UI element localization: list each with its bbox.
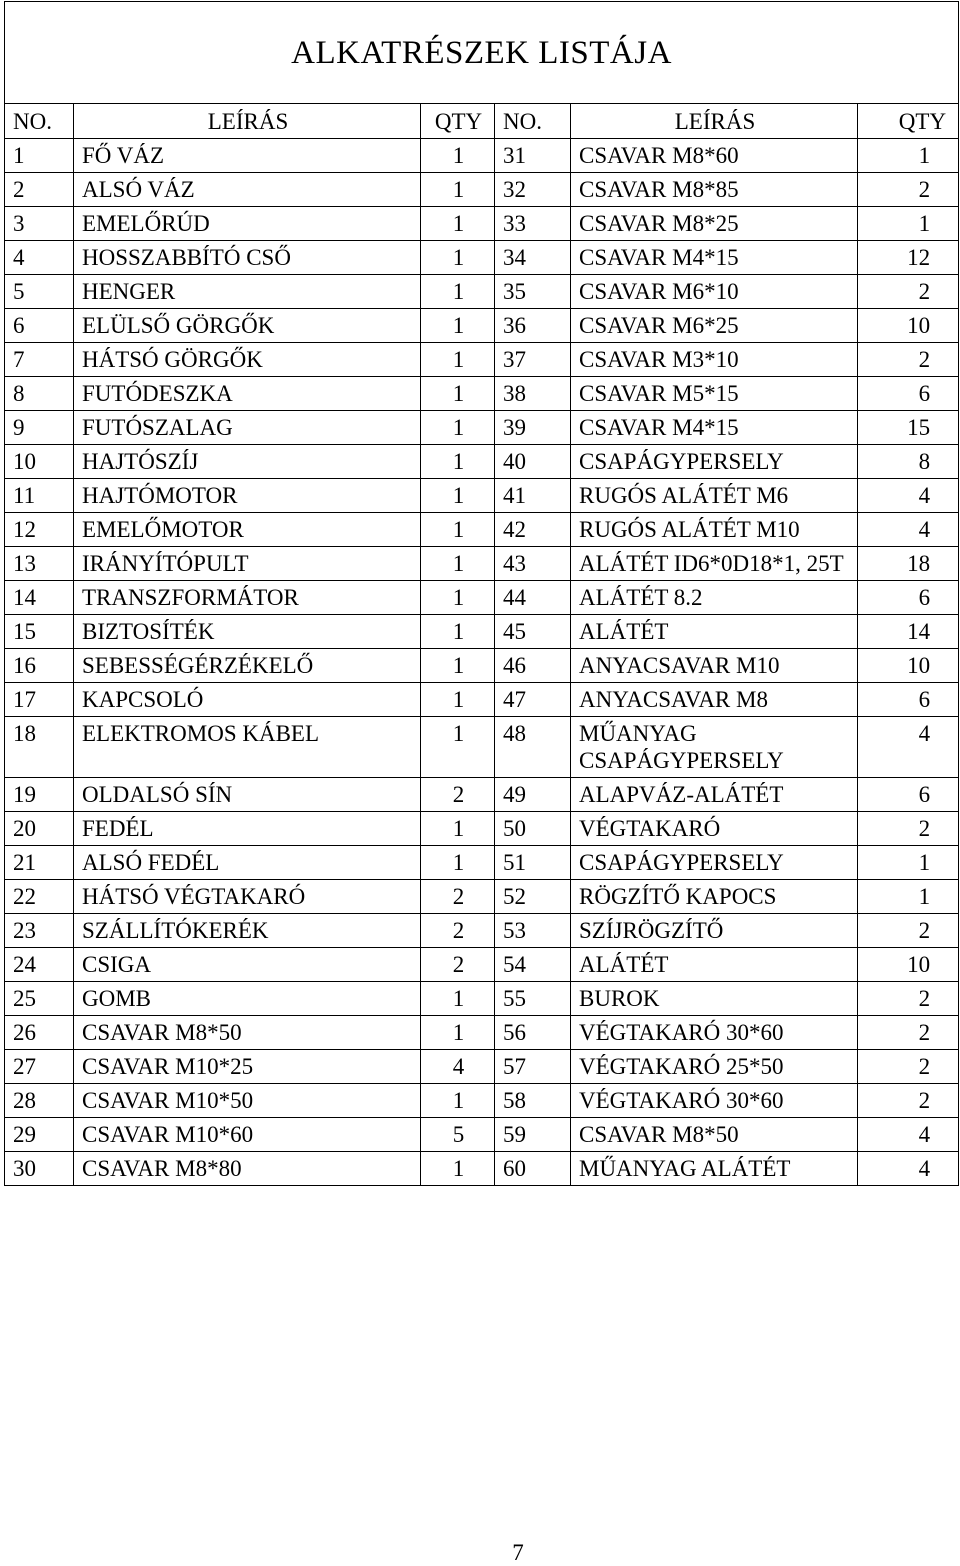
part-qty-right: 2 — [858, 173, 959, 207]
part-number-right: 31 — [495, 139, 571, 173]
table-row — [5, 683, 959, 717]
part-number-left: 9 — [5, 411, 74, 445]
part-description-right: CSAVAR M3*10 — [571, 343, 858, 377]
part-number-right: 42 — [495, 513, 571, 547]
table-row — [5, 812, 959, 846]
part-description-left: TRANSZFORMÁTOR — [74, 581, 421, 615]
table-row — [5, 479, 959, 513]
part-description-right: ALAPVÁZ-ALÁTÉT — [571, 778, 858, 812]
part-number-left: 27 — [5, 1050, 74, 1084]
part-qty-right: 10 — [858, 948, 959, 982]
table-row — [5, 547, 959, 581]
part-description-right: CSAVAR M8*85 — [571, 173, 858, 207]
table-row — [5, 207, 959, 241]
part-description-left: BIZTOSÍTÉK — [74, 615, 421, 649]
part-qty-left: 1 — [421, 343, 495, 377]
part-number-left: 29 — [5, 1118, 74, 1152]
part-description-left: HÁTSÓ VÉGTAKARÓ — [74, 880, 421, 914]
part-qty-right: 4 — [858, 513, 959, 547]
part-number-left: 11 — [5, 479, 74, 513]
part-number-right: 54 — [495, 948, 571, 982]
part-number-left: 30 — [5, 1152, 74, 1186]
part-number-right: 45 — [495, 615, 571, 649]
part-number-right: 57 — [495, 1050, 571, 1084]
part-description-right: ANYACSAVAR M8 — [571, 683, 858, 717]
part-qty-right: 2 — [858, 914, 959, 948]
part-qty-right: 1 — [858, 139, 959, 173]
part-qty-right: 1 — [858, 207, 959, 241]
part-qty-right: 4 — [858, 717, 959, 778]
page-number: 7 — [512, 1540, 524, 1565]
part-description-left: HENGER — [74, 275, 421, 309]
part-qty-left: 1 — [421, 309, 495, 343]
part-number-right: 37 — [495, 343, 571, 377]
part-description-right: CSAVAR M4*15 — [571, 241, 858, 275]
part-description-left: EMELŐRÚD — [74, 207, 421, 241]
table-row — [5, 1016, 959, 1050]
part-number-right: 41 — [495, 479, 571, 513]
part-description-right: VÉGTAKARÓ 30*60 — [571, 1084, 858, 1118]
part-description-right: ALÁTÉT 8.2 — [571, 581, 858, 615]
part-number-right: 51 — [495, 846, 571, 880]
part-description-right: MŰANYAG CSAPÁGYPERSELY — [571, 717, 858, 778]
part-description-left: HOSSZABBÍTÓ CSŐ — [74, 241, 421, 275]
part-number-right: 56 — [495, 1016, 571, 1050]
part-qty-left: 1 — [421, 275, 495, 309]
part-number-left: 24 — [5, 948, 74, 982]
part-description-left: HAJTÓMOTOR — [74, 479, 421, 513]
part-description-right: CSAVAR M5*15 — [571, 377, 858, 411]
part-qty-left: 1 — [421, 649, 495, 683]
table-row — [5, 778, 959, 812]
part-number-right: 46 — [495, 649, 571, 683]
table-row — [5, 717, 959, 778]
part-number-right: 36 — [495, 309, 571, 343]
header-no-right: NO. — [495, 104, 571, 139]
part-qty-left: 1 — [421, 445, 495, 479]
part-qty-left: 2 — [421, 948, 495, 982]
part-qty-left: 1 — [421, 615, 495, 649]
part-number-right: 33 — [495, 207, 571, 241]
part-description-right: CSAVAR M8*50 — [571, 1118, 858, 1152]
table-row — [5, 880, 959, 914]
part-description-left: SZÁLLÍTÓKERÉK — [74, 914, 421, 948]
table-row — [5, 411, 959, 445]
table-row — [5, 445, 959, 479]
part-number-left: 8 — [5, 377, 74, 411]
parts-list-table — [4, 1, 959, 1186]
part-description-right: CSAVAR M8*25 — [571, 207, 858, 241]
table-row — [5, 275, 959, 309]
part-number-left: 23 — [5, 914, 74, 948]
part-number-left: 12 — [5, 513, 74, 547]
part-qty-left: 1 — [421, 479, 495, 513]
part-number-left: 10 — [5, 445, 74, 479]
part-number-right: 38 — [495, 377, 571, 411]
part-qty-right: 6 — [858, 581, 959, 615]
part-number-right: 48 — [495, 717, 571, 778]
part-number-right: 32 — [495, 173, 571, 207]
part-qty-right: 12 — [858, 241, 959, 275]
part-qty-left: 1 — [421, 1084, 495, 1118]
part-qty-right: 10 — [858, 649, 959, 683]
part-description-left: GOMB — [74, 982, 421, 1016]
part-number-left: 20 — [5, 812, 74, 846]
part-qty-right: 4 — [858, 1152, 959, 1186]
table-row — [5, 309, 959, 343]
part-number-right: 59 — [495, 1118, 571, 1152]
part-description-left: IRÁNYÍTÓPULT — [74, 547, 421, 581]
part-number-left: 22 — [5, 880, 74, 914]
part-number-left: 25 — [5, 982, 74, 1016]
part-number-right: 47 — [495, 683, 571, 717]
part-qty-left: 1 — [421, 581, 495, 615]
part-qty-right: 6 — [858, 683, 959, 717]
part-number-left: 1 — [5, 139, 74, 173]
part-description-left: FEDÉL — [74, 812, 421, 846]
part-description-left: CSAVAR M10*60 — [74, 1118, 421, 1152]
part-description-right: RÖGZÍTŐ KAPOCS — [571, 880, 858, 914]
part-number-right: 49 — [495, 778, 571, 812]
part-description-left: HÁTSÓ GÖRGŐK — [74, 343, 421, 377]
part-description-right: MŰANYAG ALÁTÉT — [571, 1152, 858, 1186]
table-row — [5, 982, 959, 1016]
part-qty-left: 2 — [421, 914, 495, 948]
part-description-right: SZÍJRÖGZÍTŐ — [571, 914, 858, 948]
title-cell — [5, 2, 959, 104]
table-row — [5, 1084, 959, 1118]
part-description-left: ELÜLSŐ GÖRGŐK — [74, 309, 421, 343]
part-qty-left: 1 — [421, 241, 495, 275]
part-description-left: CSAVAR M10*50 — [74, 1084, 421, 1118]
part-qty-left: 1 — [421, 982, 495, 1016]
part-number-left: 3 — [5, 207, 74, 241]
part-description-left: HAJTÓSZÍJ — [74, 445, 421, 479]
part-number-left: 19 — [5, 778, 74, 812]
part-qty-right: 6 — [858, 377, 959, 411]
part-description-left: CSAVAR M10*25 — [74, 1050, 421, 1084]
part-description-right: ALÁTÉT ID6*0D18*1, 25T — [571, 547, 858, 581]
part-qty-right: 2 — [858, 343, 959, 377]
part-description-right: VÉGTAKARÓ — [571, 812, 858, 846]
part-description-right: BUROK — [571, 982, 858, 1016]
part-qty-left: 1 — [421, 717, 495, 778]
part-number-left: 18 — [5, 717, 74, 778]
part-qty-right: 10 — [858, 309, 959, 343]
part-description-right: VÉGTAKARÓ 25*50 — [571, 1050, 858, 1084]
part-description-right: ALÁTÉT — [571, 615, 858, 649]
part-qty-right: 1 — [858, 880, 959, 914]
part-description-left: ALSÓ FEDÉL — [74, 846, 421, 880]
part-number-left: 13 — [5, 547, 74, 581]
part-number-left: 28 — [5, 1084, 74, 1118]
part-description-left: CSIGA — [74, 948, 421, 982]
part-qty-left: 1 — [421, 139, 495, 173]
part-number-left: 7 — [5, 343, 74, 377]
part-number-right: 35 — [495, 275, 571, 309]
part-qty-right: 4 — [858, 479, 959, 513]
part-number-right: 58 — [495, 1084, 571, 1118]
part-qty-right: 2 — [858, 982, 959, 1016]
part-qty-left: 1 — [421, 1016, 495, 1050]
part-number-left: 4 — [5, 241, 74, 275]
header-row — [5, 104, 959, 139]
part-qty-right: 2 — [858, 812, 959, 846]
header-no-left: NO. — [5, 104, 74, 139]
table-row — [5, 846, 959, 880]
part-number-left: 17 — [5, 683, 74, 717]
part-description-left: FŐ VÁZ — [74, 139, 421, 173]
part-qty-left: 1 — [421, 207, 495, 241]
part-description-left: ALSÓ VÁZ — [74, 173, 421, 207]
table-row — [5, 1050, 959, 1084]
part-qty-right: 6 — [858, 778, 959, 812]
part-description-left: CSAVAR M8*50 — [74, 1016, 421, 1050]
part-description-right: ALÁTÉT — [571, 948, 858, 982]
part-qty-left: 1 — [421, 683, 495, 717]
parts-body — [5, 139, 959, 1186]
part-qty-right: 2 — [858, 1084, 959, 1118]
part-description-left: SEBESSÉGÉRZÉKELŐ — [74, 649, 421, 683]
part-number-left: 21 — [5, 846, 74, 880]
table-row — [5, 948, 959, 982]
part-qty-left: 1 — [421, 377, 495, 411]
header-qty-left: QTY — [421, 104, 495, 139]
part-number-right: 53 — [495, 914, 571, 948]
part-description-left: CSAVAR M8*80 — [74, 1152, 421, 1186]
part-number-right: 55 — [495, 982, 571, 1016]
part-description-right: CSAVAR M4*15 — [571, 411, 858, 445]
part-description-right: ANYACSAVAR M10 — [571, 649, 858, 683]
part-number-left: 5 — [5, 275, 74, 309]
part-number-right: 60 — [495, 1152, 571, 1186]
part-description-left: FUTÓSZALAG — [74, 411, 421, 445]
table-row — [5, 615, 959, 649]
table-row — [5, 513, 959, 547]
part-description-right: VÉGTAKARÓ 30*60 — [571, 1016, 858, 1050]
part-qty-right: 18 — [858, 547, 959, 581]
part-number-left: 16 — [5, 649, 74, 683]
part-qty-left: 1 — [421, 513, 495, 547]
table-row — [5, 241, 959, 275]
part-qty-left: 1 — [421, 173, 495, 207]
part-description-right: CSAPÁGYPERSELY — [571, 846, 858, 880]
table-row — [5, 914, 959, 948]
part-number-left: 6 — [5, 309, 74, 343]
part-description-left: ELEKTROMOS KÁBEL — [74, 717, 421, 778]
table-row — [5, 377, 959, 411]
part-qty-left: 2 — [421, 778, 495, 812]
page-title: ALKATRÉSZEK LISTÁJA — [291, 35, 672, 71]
part-number-right: 40 — [495, 445, 571, 479]
header-description-right: LEÍRÁS — [571, 104, 858, 139]
part-description-right: CSAVAR M8*60 — [571, 139, 858, 173]
part-description-right: CSAVAR M6*10 — [571, 275, 858, 309]
part-qty-right: 2 — [858, 1050, 959, 1084]
part-qty-left: 1 — [421, 547, 495, 581]
part-number-right: 50 — [495, 812, 571, 846]
part-number-left: 2 — [5, 173, 74, 207]
part-description-left: EMELŐMOTOR — [74, 513, 421, 547]
part-qty-left: 5 — [421, 1118, 495, 1152]
part-qty-left: 1 — [421, 411, 495, 445]
table-row — [5, 1118, 959, 1152]
part-description-right: CSAVAR M6*25 — [571, 309, 858, 343]
table-row — [5, 581, 959, 615]
part-qty-left: 2 — [421, 880, 495, 914]
part-number-right: 52 — [495, 880, 571, 914]
header-qty-right: QTY — [858, 104, 959, 139]
table-row — [5, 139, 959, 173]
part-number-left: 14 — [5, 581, 74, 615]
part-qty-right: 2 — [858, 275, 959, 309]
part-description-left: KAPCSOLÓ — [74, 683, 421, 717]
part-number-left: 26 — [5, 1016, 74, 1050]
part-qty-right: 2 — [858, 1016, 959, 1050]
part-number-right: 39 — [495, 411, 571, 445]
part-description-right: RUGÓS ALÁTÉT M10 — [571, 513, 858, 547]
part-qty-right: 8 — [858, 445, 959, 479]
table-row — [5, 343, 959, 377]
part-number-right: 34 — [495, 241, 571, 275]
part-qty-right: 1 — [858, 846, 959, 880]
part-number-right: 44 — [495, 581, 571, 615]
part-qty-right: 14 — [858, 615, 959, 649]
part-description-left: OLDALSÓ SÍN — [74, 778, 421, 812]
part-number-left: 15 — [5, 615, 74, 649]
part-description-left: FUTÓDESZKA — [74, 377, 421, 411]
part-qty-left: 4 — [421, 1050, 495, 1084]
table-row — [5, 173, 959, 207]
part-qty-left: 1 — [421, 812, 495, 846]
table-row — [5, 649, 959, 683]
part-description-right: CSAPÁGYPERSELY — [571, 445, 858, 479]
part-qty-right: 15 — [858, 411, 959, 445]
part-number-right: 43 — [495, 547, 571, 581]
part-qty-left: 1 — [421, 846, 495, 880]
header-description-left: LEÍRÁS — [74, 104, 421, 139]
part-description-right: RUGÓS ALÁTÉT M6 — [571, 479, 858, 513]
part-qty-right: 4 — [858, 1118, 959, 1152]
part-qty-left: 1 — [421, 1152, 495, 1186]
table-row — [5, 1152, 959, 1186]
